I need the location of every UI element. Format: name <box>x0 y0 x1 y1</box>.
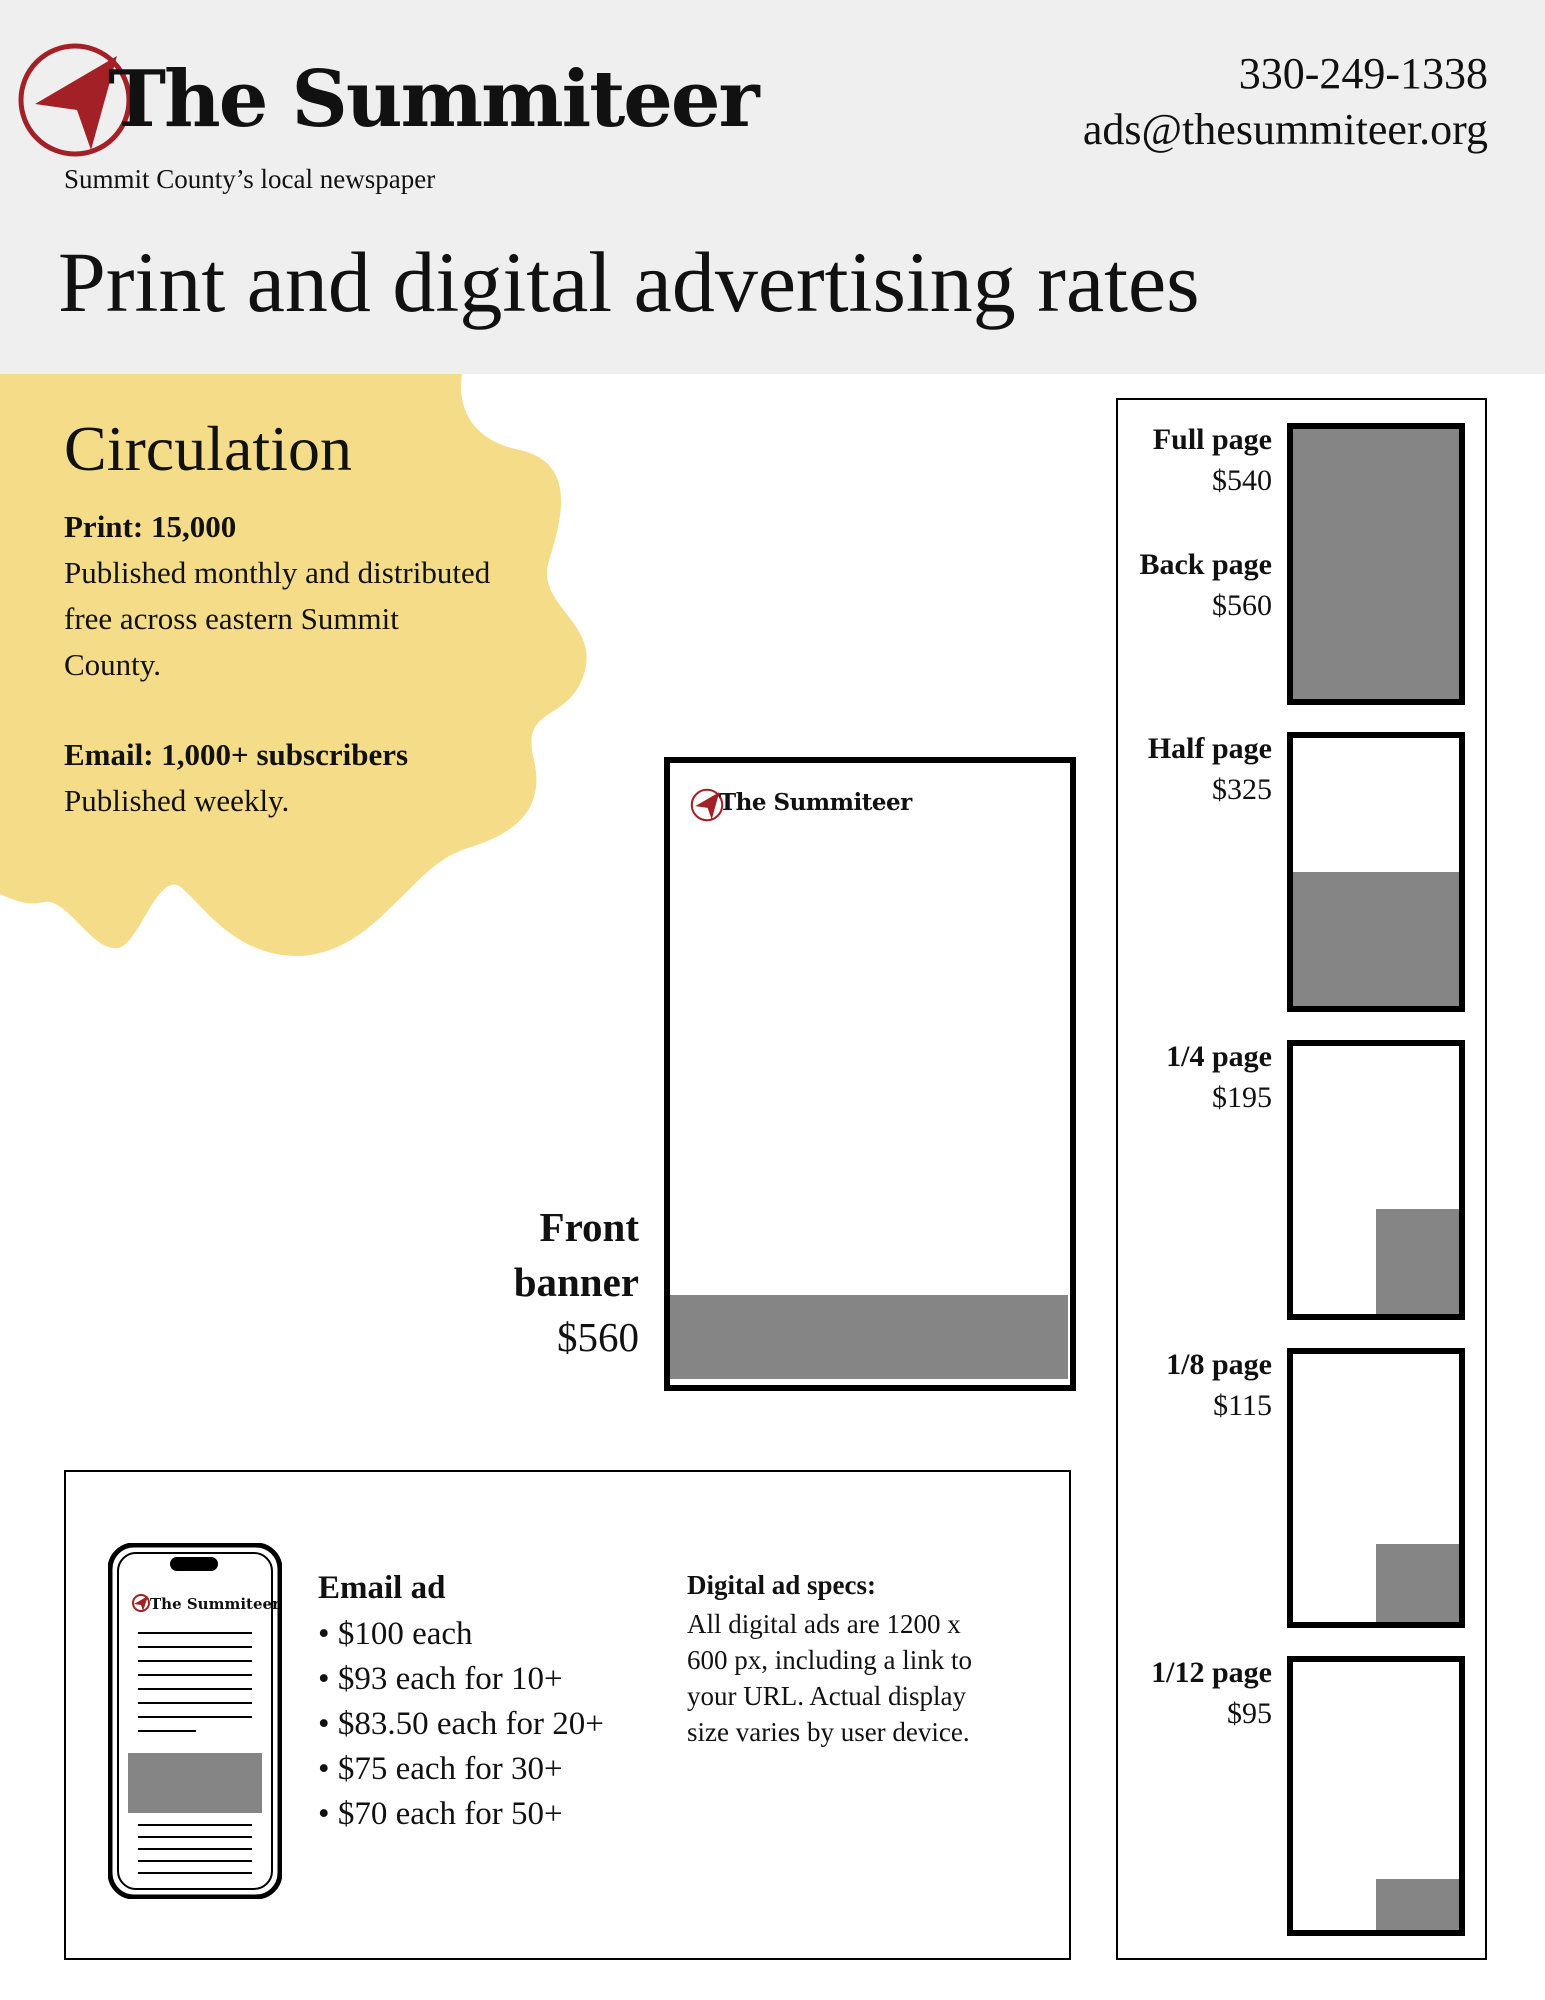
brand-name: The Summiteer <box>108 54 758 145</box>
size-price: $560 <box>1212 589 1272 622</box>
circulation-title: Circulation <box>64 413 352 484</box>
size-price: $115 <box>1213 1389 1272 1422</box>
front-banner-line-2: banner <box>513 1259 639 1305</box>
size-label-half-page <box>1148 728 1272 810</box>
size-label-twelfth-page <box>1151 1652 1272 1734</box>
size-price: $540 <box>1212 464 1272 497</box>
twelfth-page-ad-area <box>1376 1879 1459 1930</box>
size-name: 1/8 page <box>1166 1348 1272 1381</box>
print-desc-line-2: free across eastern Summit <box>64 601 399 636</box>
size-name: Half page <box>1147 732 1272 765</box>
tagline: Summit County’s local newspaper <box>64 164 436 194</box>
specs-line: All digital ads are 1200 x <box>687 1609 961 1639</box>
email-rate-item: • $70 each for 50+ <box>318 1792 604 1837</box>
half-page-box <box>1287 732 1465 1012</box>
email-ad-title: Email ad <box>318 1570 446 1606</box>
full-page-ad-area <box>1293 429 1459 699</box>
quarter-page-box <box>1287 1040 1465 1320</box>
twelfth-page-box <box>1287 1656 1465 1936</box>
full-back-page-box <box>1287 423 1465 705</box>
digital-specs-body <box>687 1606 1037 1750</box>
email-rate-item: • $83.50 each for 20+ <box>318 1702 604 1747</box>
print-desc-line-3: County. <box>64 647 162 682</box>
email-rate-item: • $100 each <box>318 1612 604 1657</box>
print-circulation: Print: 15,000 <box>64 509 237 544</box>
email-rate-list <box>318 1612 604 1837</box>
specs-line: size varies by user device. <box>687 1717 970 1747</box>
size-name: Full page <box>1152 423 1272 456</box>
eighth-page-ad-area <box>1376 1544 1459 1622</box>
eighth-page-box <box>1287 1348 1465 1628</box>
phone-number: 330-249-1338 <box>1238 49 1488 98</box>
quarter-page-ad-area <box>1376 1209 1459 1314</box>
print-desc-line-1: Published monthly and distributed <box>64 555 491 590</box>
half-page-ad-area <box>1293 872 1459 1006</box>
email-desc: Published weekly. <box>64 783 290 818</box>
specs-line: 600 px, including a link to <box>687 1645 972 1675</box>
size-name: 1/12 page <box>1151 1656 1272 1689</box>
email-rate-item: • $75 each for 30+ <box>318 1747 604 1792</box>
size-price: $325 <box>1212 773 1272 806</box>
size-price: $195 <box>1212 1081 1272 1114</box>
svg-text:The Summiteer: The Summiteer <box>150 1595 280 1613</box>
mockup-brand: The Summiteer <box>719 789 912 816</box>
page-title: Print and digital advertising rates <box>58 234 1200 330</box>
front-banner-price: $560 <box>557 1314 639 1360</box>
front-banner-label <box>514 1200 639 1365</box>
contact-info <box>1083 46 1488 158</box>
phone-mockup-icon <box>108 1543 282 1899</box>
size-price: $95 <box>1227 1697 1272 1730</box>
front-banner-ad-area <box>670 1295 1068 1379</box>
size-label-eighth-page <box>1166 1344 1272 1426</box>
size-label-full-page <box>1153 419 1272 501</box>
size-label-back-page <box>1139 544 1272 626</box>
email-address: ads@thesummiteer.org <box>1082 105 1488 154</box>
digital-specs-title: Digital ad specs: <box>687 1570 876 1600</box>
size-name: 1/4 page <box>1166 1040 1272 1073</box>
size-label-quarter-page <box>1166 1036 1272 1118</box>
email-circulation: Email: 1,000+ subscribers <box>64 737 409 772</box>
specs-line: your URL. Actual display <box>687 1681 966 1711</box>
size-name: Back page <box>1139 548 1272 581</box>
front-banner-line-1: Front <box>539 1204 639 1250</box>
email-rate-item: • $93 each for 10+ <box>318 1657 604 1702</box>
